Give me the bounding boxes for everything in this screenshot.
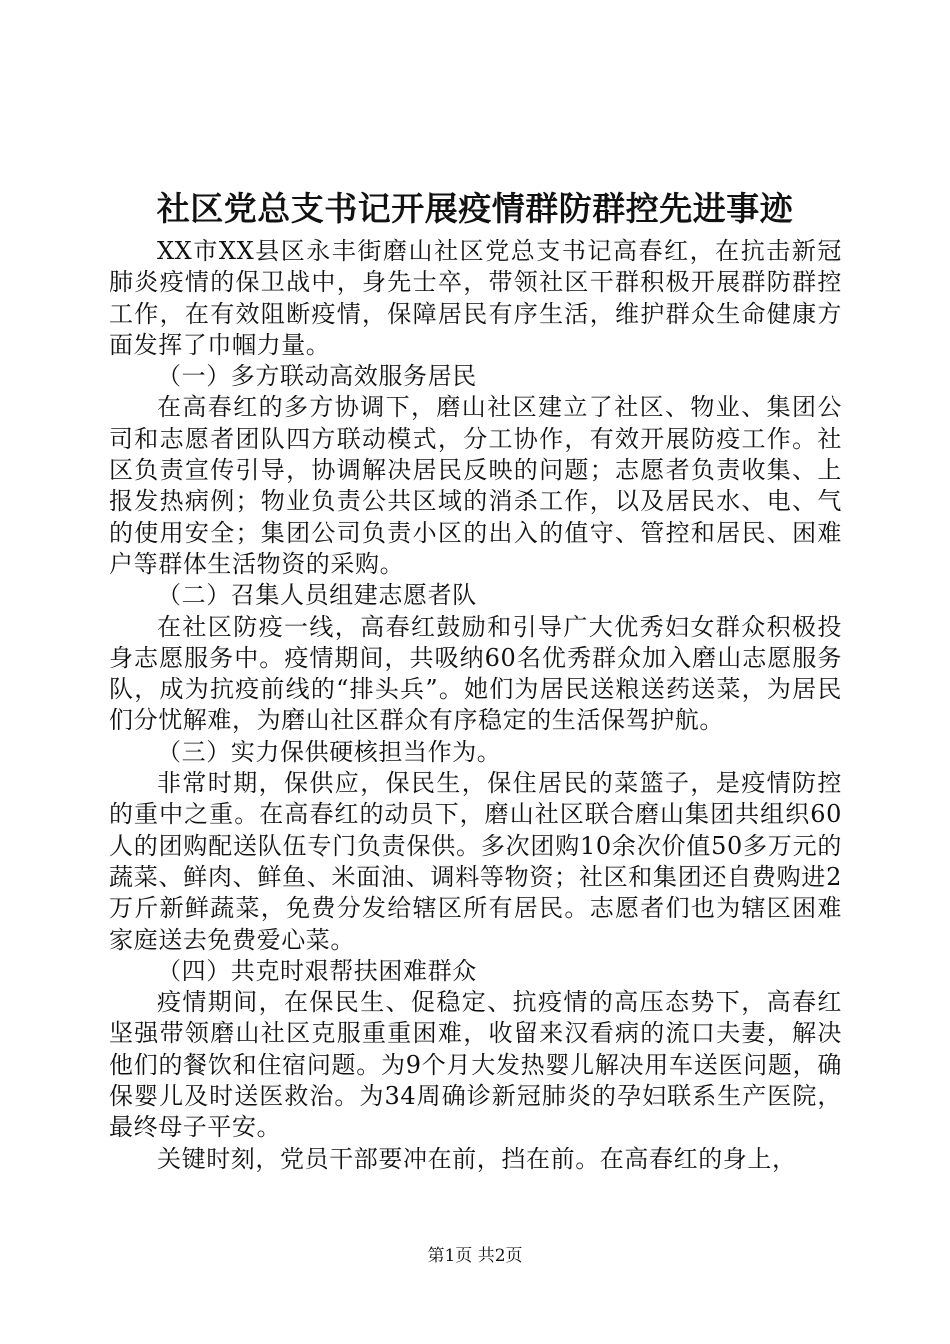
- document-body: [109, 236, 842, 1175]
- section-heading-2: （二）召集人员组建志愿者队: [157, 581, 477, 610]
- closing-paragraph: 关键时刻，党员干部要冲在前，挡在前。在高春红的身上，: [157, 1144, 797, 1173]
- section-paragraph-2: 在社区防疫一线，高春红鼓励和引导广大优秀妇女群众积极投身志愿服务中。疫情期间，共吸纳60名优秀群众加入磨山志愿服务队，成为抗疫前线的“排头兵”。她们为居民送粮送药送菜，为居民们分忧解难，为磨山社区群众有序稳定的生活保驾护航。: [109, 612, 842, 735]
- page-footer: 第1页 共2页: [427, 1246, 523, 1266]
- section-heading-3: （三）实力保供硬核担当作为。: [157, 737, 502, 766]
- section-heading-4: （四）共克时艰帮扶困难群众: [157, 956, 477, 985]
- document-title: 社区党总支书记开展疫情群防群控先进事迹: [156, 189, 794, 228]
- intro-paragraph: XX市XX县区永丰街磨山社区党总支书记高春红，在抗击新冠肺炎疫情的保卫战中，身先士卒，带领社区干群积极开展群防群控工作，在有效阻断疫情，保障居民有序生活，维护群众生命健康方面发挥了巾帼力量。: [109, 237, 842, 359]
- section-paragraph-4: 疫情期间，在保民生、促稳定、抗疫情的高压态势下，高春红坚强带领磨山社区克服重重困难，收留来汉看病的流口夫妻，解决他们的餐饮和住宿问题。为9个月大发热婴儿解决用车送医问题，确保婴儿及时送医救治。为34周确诊新冠肺炎的孕妇联系生产医院，最终母子平安。: [109, 988, 842, 1142]
- section-paragraph-3: 非常时期，保供应，保民生，保住居民的菜篮子，是疫情防控的重中之重。在高春红的动员下，磨山社区联合磨山集团共组织60人的团购配送队伍专门负责保供。多次团购10余次价值50多万元的蔬菜、鲜肉、鲜鱼、米面油、调料等物资；社区和集团还自费购进2万斤新鲜蔬菜，免费分发给辖区所有居民。志愿者们也为辖区困难家庭送去免费爱心菜。: [109, 769, 842, 954]
- section-paragraph-1: 在高春红的多方协调下，磨山社区建立了社区、物业、集团公司和志愿者团队四方联动模式，分工协作，有效开展防疫工作。社区负责宣传引导，协调解决居民反映的问题；志愿者负责收集、上报发热病例；物业负责公共区域的消杀工作，以及居民水、电、气的使用安全；集团公司负责小区的出入的值守、管控和居民、困难户等群体生活物资的采购。: [109, 393, 842, 578]
- section-heading-1: （一）多方联动高效服务居民: [157, 362, 477, 391]
